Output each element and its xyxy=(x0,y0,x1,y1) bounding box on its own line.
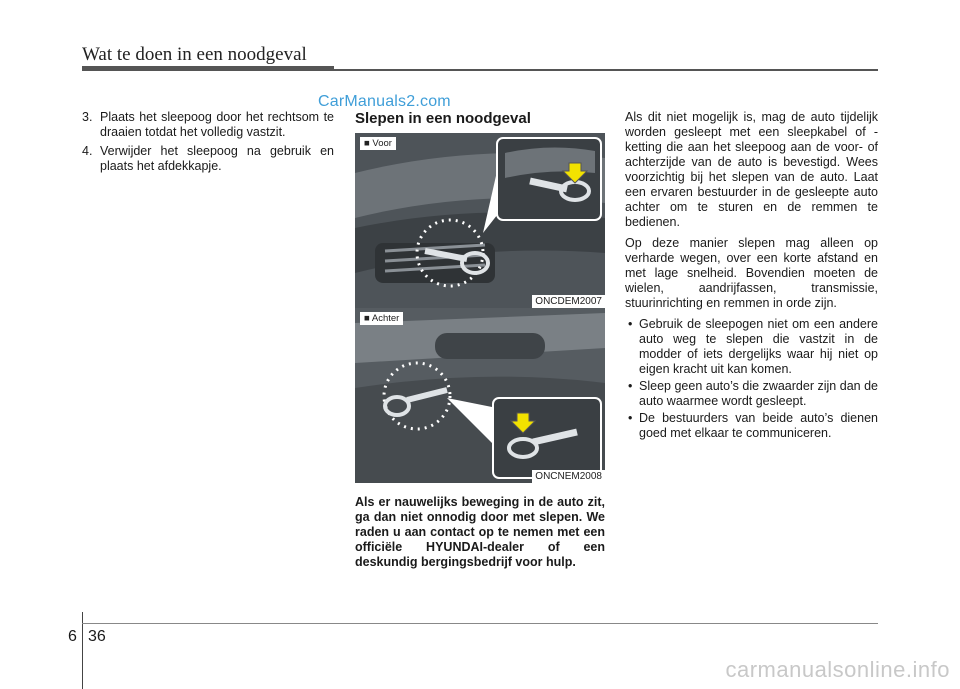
page-header-title: Wat te doen in een noodgeval xyxy=(82,44,307,65)
bullet-icon: • xyxy=(628,317,633,331)
watermark-top[interactable]: CarManuals2.com xyxy=(318,93,451,110)
step-text: Plaats het sleepoog door het rechtsom te draaien totdat het volledig vastzit. xyxy=(100,110,334,139)
step-3 xyxy=(82,110,334,140)
bullet-text: Gebruik de sleepogen niet om een andere auto weg te slepen die vastzit in de modder of iets dergelijks waar hij niet op eigen kracht uit kan komen. xyxy=(639,317,878,376)
figure-code: ONCNEM2008 xyxy=(532,470,605,483)
figure-code: ONCDEM2007 xyxy=(532,295,605,308)
footer-rule-horizontal xyxy=(82,623,878,624)
bullet-item xyxy=(625,379,878,409)
bullet-text: Sleep geen auto’s die zwaarder zijn dan de auto waarmee wordt gesleept. xyxy=(639,379,878,408)
watermark-bottom[interactable]: carmanualsonline.info xyxy=(725,657,950,682)
front-bumper-illustration xyxy=(355,133,605,308)
bullet-icon: • xyxy=(628,379,633,393)
header-rule-thin xyxy=(334,69,878,71)
figure-rear-tow-hook xyxy=(355,308,605,483)
column-3 xyxy=(625,110,878,443)
bullet-item xyxy=(625,317,878,377)
step-number: 3. xyxy=(82,110,93,124)
paragraph: Op deze manier slepen mag alleen op verharde wegen, over een korte afstand en met lage snelheid. Bovendien moeten de wielen, aandrijfassen, transmissie, stuurinrichting en remmen in orde zijn. xyxy=(625,236,878,310)
page-number: 36 xyxy=(88,628,106,645)
chapter-number: 6 xyxy=(68,628,77,645)
header-rule-thick xyxy=(82,66,334,71)
bullet-text: De bestuurders van beide auto’s dienen goed met elkaar te communiceren. xyxy=(639,411,878,440)
column-1 xyxy=(82,110,334,178)
column-2 xyxy=(355,110,605,570)
rear-bumper-illustration xyxy=(355,308,605,483)
figure-tag: ■ Voor xyxy=(360,137,396,150)
figure-front-tow-hook xyxy=(355,133,605,308)
step-text: Verwijder het sleepoog na gebruik en plaats het afdekkapje. xyxy=(100,144,334,173)
bullet-item xyxy=(625,411,878,441)
figure-tag: ■ Achter xyxy=(360,312,403,325)
bullet-icon: • xyxy=(628,411,633,425)
step-number: 4. xyxy=(82,144,93,158)
bold-note: Als er nauwelijks beweging in de auto zit, ga dan niet onnodig door met slepen. We raden u aan contact op te nemen met een officiële HYUNDAI-dealer of een deskundig bergingsbedrijf voor hulp. xyxy=(355,495,605,569)
paragraph: Als dit niet mogelijk is, mag de auto tijdelijk worden gesleept met een sleepkabel of -ketting die aan het sleepoog aan de voor- of achterzijde van de auto is bevestigd. Wees voorzichtig bij het slepen van de auto. Laat een ervaren bestuurder in de gesleepte auto achter om te sturen en de remmen te bedienen. xyxy=(625,110,878,229)
step-4 xyxy=(82,144,334,174)
section-title: Slepen in een noodgeval xyxy=(355,110,531,127)
